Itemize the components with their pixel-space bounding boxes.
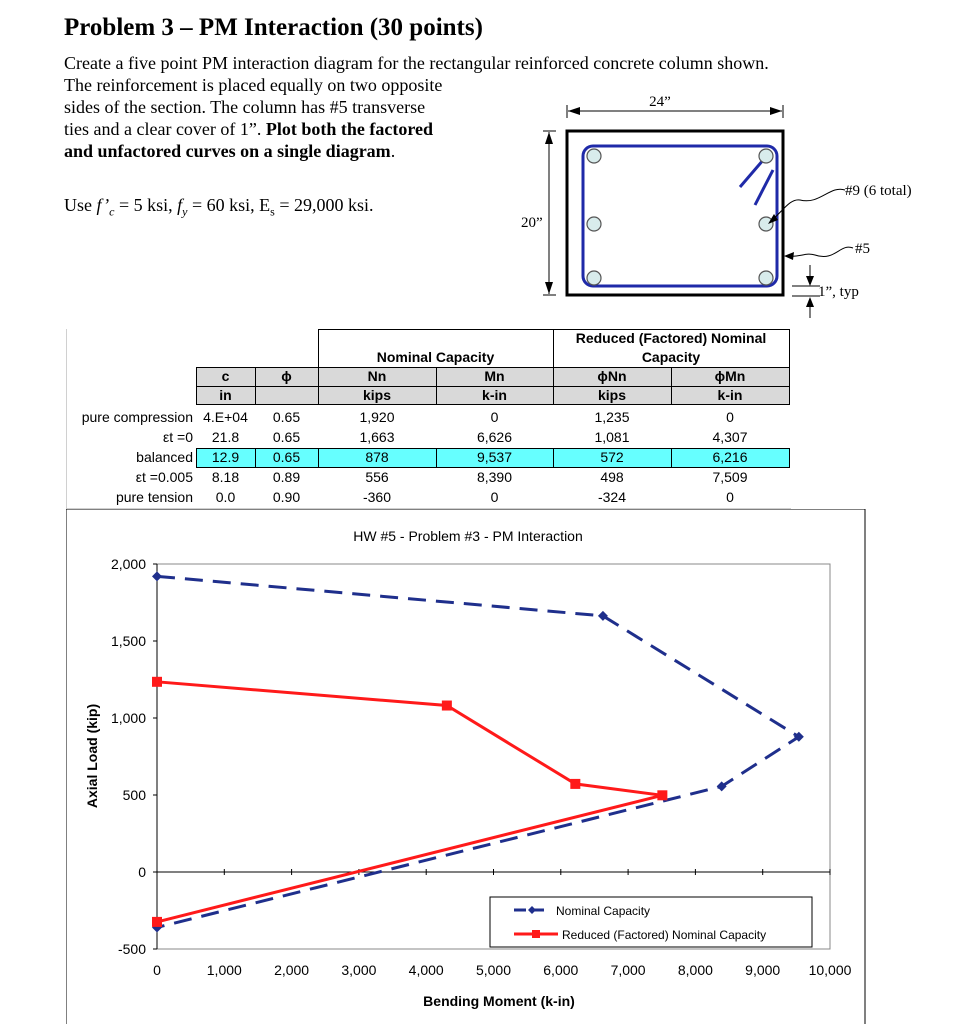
fc-value: = 5 ksi, [114,195,178,215]
x-tick-label: 9,000 [745,962,781,978]
y-tick-label: 1,500 [110,633,146,649]
row-label: pure tension [115,489,193,505]
plot-area [157,564,830,949]
fy-symbol: f [177,195,183,215]
fy-subscript: y [182,204,188,219]
cell-nn: 1,920 [359,409,395,425]
x-tick-label: 10,000 [808,962,852,978]
problem-line-5-bold: and unfactored curves on a single diagram [64,141,391,161]
es-value: = 29,000 ksi. [274,195,374,215]
col-head-phi-mn: ϕMn [714,368,746,384]
problem-title: Problem 3 – PM Interaction (30 points) [64,14,483,41]
reduced-capacity-header-2: Capacity [641,349,701,365]
fc-symbol: f’ [96,195,110,215]
rebar [587,149,601,163]
x-tick-label: 4,000 [408,962,444,978]
col-head-mn: Mn [484,368,505,384]
cell-phi: 0.65 [272,409,301,425]
fc-subscript: c [109,204,115,219]
tie-leader-label: #5 [855,241,870,257]
x-tick-label: 0 [153,962,161,978]
problem-line-2: The reinforcement is placed equally on two opposite [64,75,443,95]
x-tick-label: 5,000 [475,962,512,978]
cell-phi-nn: 498 [600,469,624,485]
cell-phi: 0.65 [272,449,301,465]
col-head-c: c [221,368,230,384]
bar-leader-label: #9 (6 total) [845,183,912,199]
cell-phi-mn: 6,216 [712,449,748,465]
col-head-phi-nn: ϕNn [597,368,627,384]
row-label: pure compression [81,409,193,425]
cell-phi: 0.89 [272,469,301,485]
row-label: εt =0.005 [135,469,193,485]
unit-c: in [219,387,232,403]
legend-reduced-marker [532,930,540,938]
problem-line-5-text: . [390,141,396,161]
use-prefix: Use [64,195,97,215]
cell-nn: 556 [365,469,389,485]
cell-c: 0.0 [215,489,236,505]
cell-phi-mn: 0 [726,409,734,425]
reduced-point [570,779,580,789]
column-section-figure [500,85,940,330]
problem-line-1: Create a five point PM interaction diagram for the rectangular reinforced concrete column shown. [64,53,769,73]
unit-phi-nn: kips [597,387,626,403]
cell-phi-nn: -324 [597,489,627,505]
reduced-point [152,917,162,927]
cell-mn: 0 [490,489,499,505]
x-tick-label: 3,000 [341,962,377,978]
tie-stirrup [583,146,777,286]
col-head-phi: ϕ [281,368,292,384]
problem-line-4-text: ties and a clear cover of 1”. [64,119,266,139]
problem-line-4-bold: Plot both the factored [265,119,434,139]
col-head-nn: Nn [367,368,387,384]
cell-phi-nn: 1,081 [594,429,630,445]
nominal-capacity-header: Nominal Capacity [376,349,495,365]
x-tick-label: 1,000 [206,962,242,978]
unit-phi-mn: k-in [717,387,743,403]
x-tick-label: 2,000 [274,962,310,978]
rebar [759,217,773,231]
legend-nominal-label: Nominal Capacity [556,904,651,918]
unit-nn: kips [362,387,391,403]
cell-mn: 6,626 [476,429,513,445]
cell-mn: 8,390 [476,469,513,485]
cell-c: 4.E+04 [203,409,248,425]
x-tick-label: 6,000 [543,962,579,978]
height-dimension-label: 20” [521,215,543,231]
reduced-point [657,790,667,800]
pm-chart-svg [66,509,866,1024]
x-tick-label: 8,000 [677,962,713,978]
unit-mn: k-in [482,387,507,403]
problem-line-5 [64,140,395,162]
cell-phi: 0.90 [272,489,301,505]
y-axis-label: Axial Load (kip) [84,703,100,809]
cell-phi-nn: 572 [600,449,624,465]
x-axis-label: Bending Moment (k-in) [423,993,575,1009]
cell-nn: 1,663 [359,429,395,445]
cell-phi-mn: 4,307 [712,429,748,445]
problem-line-4 [64,118,433,140]
legend-reduced-label: Reduced (Factored) Nominal Capacity [562,928,767,942]
problem-line-3: sides of the section. The column has #5 transverse [64,97,426,117]
y-tick-label: -500 [117,941,146,957]
cell-c: 12.9 [211,449,240,465]
reduced-point [442,701,452,711]
cell-c: 8.18 [211,469,240,485]
cover-label: 1”, typ [818,284,859,300]
rebar [587,217,601,231]
y-tick-label: 1,000 [110,710,146,726]
y-tick-label: 0 [138,864,146,880]
pm-interaction-chart [66,509,866,1024]
cell-mn: 0 [490,409,499,425]
row-label: balanced [136,449,193,465]
rebar [587,271,601,285]
es-subscript: s [270,204,275,219]
cell-nn: -360 [362,489,392,505]
chart-legend [490,897,812,947]
cell-phi-mn: 7,509 [712,469,748,485]
fy-value: = 60 ksi, E [187,195,271,215]
chart-title: HW #5 - Problem #3 - PM Interaction [353,528,583,544]
cell-phi-nn: 1,235 [594,409,630,425]
rebar [759,149,773,163]
reduced-point [152,677,162,687]
row-label: εt =0 [163,429,193,445]
cell-c: 21.8 [211,429,240,445]
reduced-capacity-header-1: Reduced (Factored) Nominal [575,330,767,346]
rebar [759,271,773,285]
unit-phi [255,386,318,405]
y-tick-label: 2,000 [110,556,146,572]
y-tick-label: 500 [122,787,146,803]
cell-phi-mn: 0 [726,489,734,505]
width-dimension-label: 24” [649,94,671,110]
material-properties [64,194,374,223]
cell-phi: 0.65 [272,429,301,445]
cell-mn: 9,537 [476,449,513,465]
x-tick-label: 7,000 [610,962,646,978]
cell-nn: 878 [365,449,389,465]
